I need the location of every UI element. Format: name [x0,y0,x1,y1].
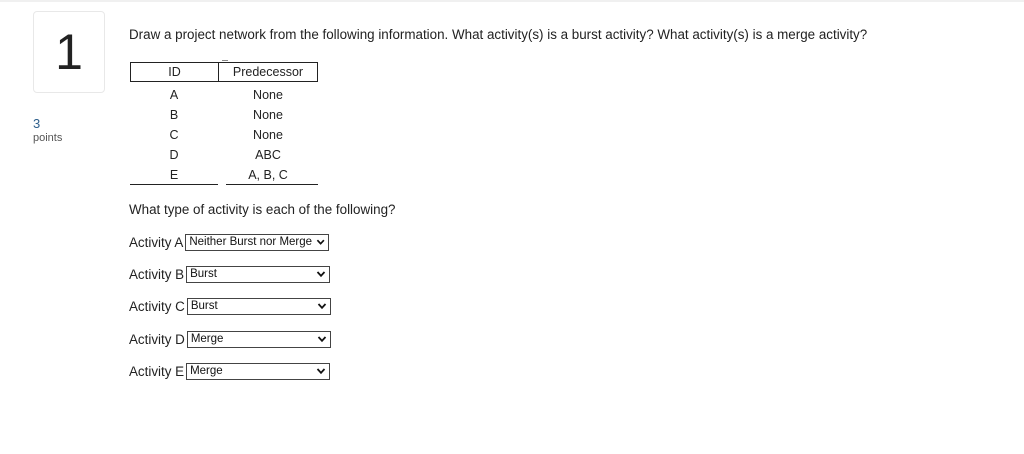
chevron-down-icon [316,237,325,247]
cell-id: D [169,148,179,162]
table-row [130,165,318,185]
header-tick [222,60,228,61]
activity-label: Activity B [129,266,185,282]
activity-a-row [129,233,329,251]
cell-id: C [169,128,179,142]
cell-predecessor: None [253,128,283,142]
cell-predecessor: None [253,108,283,122]
chevron-down-icon [316,366,326,376]
question-prompt: Draw a project network from the following information. What activity(s) is a burst activity? What activity(s) is a merge activity? [129,27,868,42]
predecessor-table [130,62,318,185]
activity-e-select[interactable] [186,363,330,380]
border-gap [218,184,226,185]
cell-id: E [169,168,179,182]
selected-value: Burst [190,300,218,312]
table-row [130,85,318,105]
question-number: 1 [33,11,105,93]
selected-value: Burst [190,268,217,280]
activity-c-select[interactable] [187,298,331,315]
table-row [130,125,318,145]
cell-predecessor: ABC [255,148,281,162]
table-row [130,145,318,165]
activity-label: Activity D [129,331,185,347]
activity-d-select[interactable] [187,331,331,348]
selected-value: Neither Burst nor Merge [189,236,313,248]
table-header [130,62,318,82]
activity-label: Activity C [129,298,185,314]
activity-label: Activity E [129,363,185,379]
activity-b-row [129,265,330,283]
selected-value: Merge [190,333,224,345]
cell-predecessor: None [253,88,283,102]
selected-value: Merge [190,365,223,377]
chevron-down-icon [317,301,327,311]
chevron-down-icon [317,334,327,344]
activity-e-row [129,362,330,380]
activity-a-select[interactable] [185,234,329,251]
cell-id: A [169,88,179,102]
cell-predecessor: A, B, C [248,168,288,182]
points-value: 3 [33,116,41,131]
activity-label: Activity A [129,234,184,250]
cell-id: B [169,108,179,122]
header-id: ID [130,62,218,82]
chevron-down-icon [316,269,326,279]
activity-d-row [129,330,331,348]
subquestion-text: What type of activity is each of the following? [129,202,396,217]
points-label: points [33,132,63,144]
activity-c-row [129,297,331,315]
activity-b-select[interactable] [186,266,330,283]
top-divider [0,0,1024,2]
table-row [130,105,318,125]
header-predecessor: Predecessor [218,62,318,82]
